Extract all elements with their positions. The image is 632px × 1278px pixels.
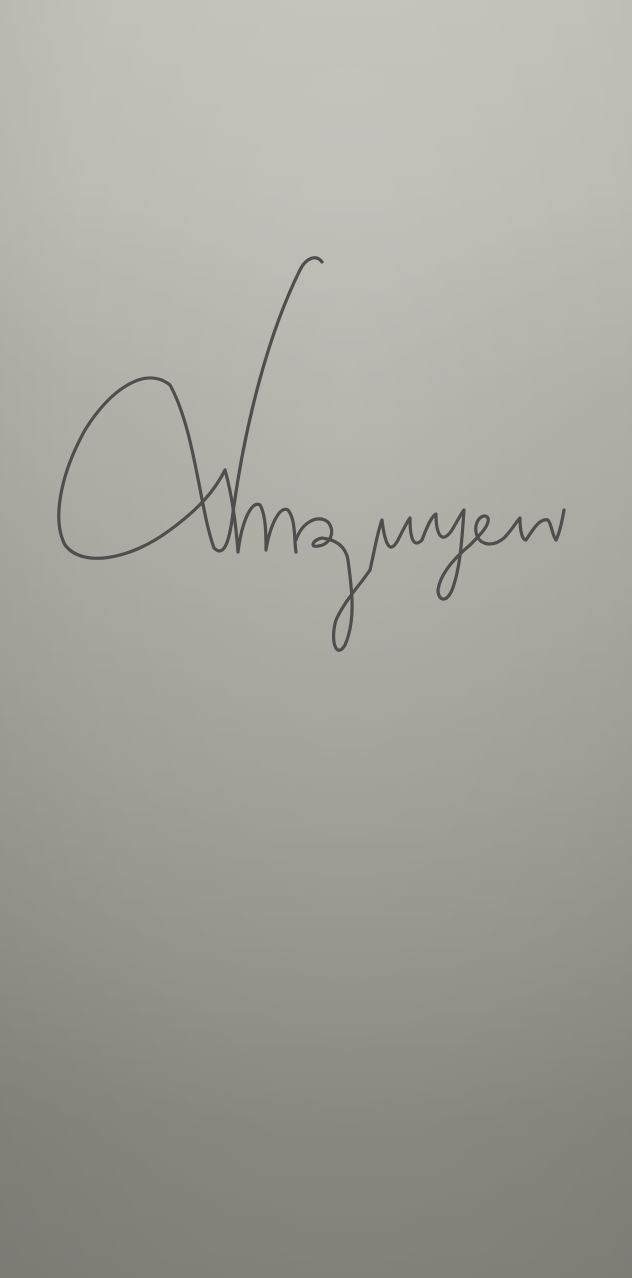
signature-letter-g	[296, 519, 370, 650]
signature-end-stroke	[556, 510, 564, 540]
signature-letter-u	[370, 518, 422, 570]
signature-letter-en	[470, 516, 556, 545]
signature-letter-l	[59, 258, 322, 558]
signature-letter-y	[422, 510, 470, 599]
signature-letter-m	[225, 470, 296, 552]
